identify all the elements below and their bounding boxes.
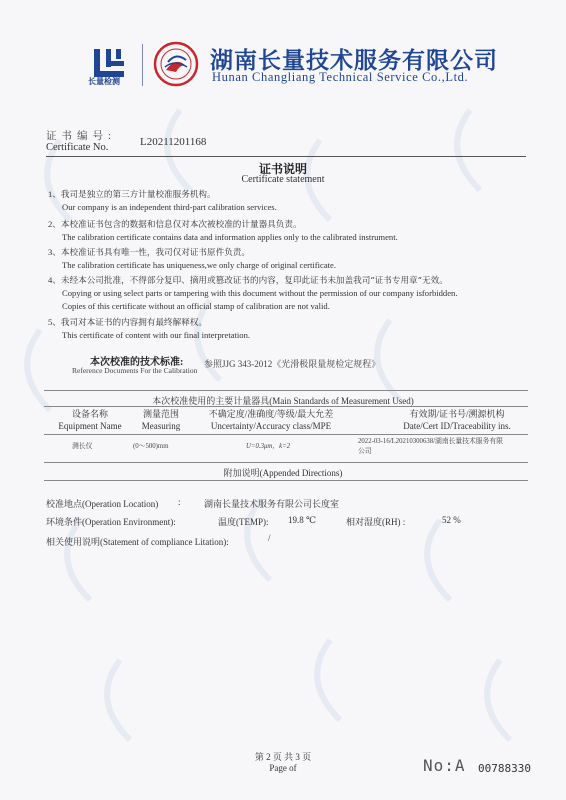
certificate-label-en: Certificate No. (46, 142, 109, 153)
column-header-traceability (382, 409, 532, 432)
appended-title: 附加说明(Appended Directions) (223, 468, 343, 478)
item-text-cn: 本校准证书具有唯一性，我司仅对证书原件负责。 (60, 248, 250, 258)
compliance-value: / (268, 533, 271, 543)
humidity-label: 相对湿度(RH) : (346, 517, 406, 527)
compliance-label: 相关使用说明(Statement of compliance Litation): (46, 537, 229, 547)
item-number: 5、 (48, 317, 61, 327)
statement-item-3 (48, 246, 336, 272)
item-text-en: Copies of this certificate without an official stamp of calibration are not valid. (62, 300, 330, 311)
header-cn: 不确定度/准确度/等级/最大允差 (208, 409, 334, 419)
item-text-cn: 我司是独立的第三方计量校准服务机构。 (60, 190, 216, 200)
appended-line (44, 480, 528, 481)
serial-label: No:A (423, 756, 466, 775)
item-number: 4、 (48, 275, 61, 285)
item-number: 3、 (48, 247, 61, 257)
table-bottom-line (44, 462, 528, 463)
item-text-en: This certificate of content with our final interpretation. (62, 330, 251, 341)
location-colon: : (178, 497, 181, 507)
reference-label-cn: 本次校准的技术标准: (90, 357, 184, 368)
table-cell-cert (358, 437, 503, 457)
item-text-en: The calibration certificate has uniqueness,we only charge of original certificate. (62, 260, 337, 271)
table-row-line (44, 434, 528, 435)
item-text-cn: 未经本公司批准，不得部分复印、摘用或篡改证书的内容，复印此证书未加盖我司“证书专用章”无效。 (60, 276, 448, 286)
item-text-en: Our company is an independent third-part calibration services. (62, 202, 277, 213)
item-text-cn: 我司对本证书的内容拥有最终解释权。 (60, 318, 208, 328)
reference-label-en: Reference Documents For the Calibration (72, 366, 198, 375)
item-number: 2、 (48, 219, 61, 229)
item-number: 1、 (48, 189, 61, 199)
table-cell-range: (0～500)mm (133, 443, 169, 450)
page-number-en: Page of (269, 763, 297, 773)
item-text-cn: 本校准证书包含的数据和信息仅对本次被校准的计量器具负责。 (60, 220, 302, 230)
logo-text: 长量检测 (88, 77, 120, 86)
statement-title-cn: 证书说明 (258, 162, 307, 176)
company-seal-icon (152, 40, 200, 88)
header-cn: 设备名称 (71, 409, 108, 419)
table-top-line (44, 390, 528, 391)
table-cell-name: 测长仪 (72, 443, 93, 450)
page-number-cn: 第 2 页 共 3 页 (254, 752, 312, 762)
header-divider (142, 44, 143, 86)
company-name-en: Hunan Changliang Technical Service Co.,Ltd. (212, 70, 469, 84)
cert-line: 公司 (358, 448, 372, 455)
standards-title: 本次校准使用的主要计量器具(Main Standards of Measurement Used) (152, 396, 414, 406)
location-label: 校准地点(Operation Location) (46, 499, 159, 509)
certificate-number: L20211201168 (140, 136, 207, 148)
header-en: Uncertainty/Accuracy class/MPE (210, 420, 332, 431)
statement-item-4 (48, 274, 458, 312)
statement-title-en: Certificate statement (241, 174, 325, 185)
item-text-en: The calibration certificate contains data and information applies only to the calibrated instrument. (62, 232, 398, 243)
reference-value: 参照JJG 343-2012《光滑极限量规检定规程》 (204, 359, 381, 369)
item-text-en: Copying or using select parts or tampering with this document without the permission of our company isforbidden. (62, 288, 458, 299)
cert-line: 2022-03-16/L2021030063​8/湖南长量技术服务有限 (358, 438, 503, 445)
statement-item-2 (48, 218, 398, 244)
header-en: Measuring (141, 420, 181, 431)
table-header-line (44, 406, 528, 407)
location-value: 湖南长量技术服务有限公司长度室 (204, 499, 340, 509)
column-header-uncertainty (196, 409, 346, 432)
table-cell-uncertainty: U=0.3μm，k=2 (246, 443, 291, 450)
statement-item-5 (48, 316, 250, 342)
environment-label: 环境条件(Operation Environment): (46, 517, 176, 527)
humidity-value: 52 % (442, 515, 461, 525)
company-name-cn: 湖南长量技术服务有限公司 (210, 47, 498, 74)
header-en: Date/Cert ID/Traceability ins. (403, 420, 511, 431)
header-cn: 有效期/证书号/溯源机构 (409, 409, 505, 419)
header-cn: 测量范围 (142, 409, 179, 419)
statement-item-1 (48, 188, 277, 214)
column-header-equipment (50, 409, 130, 432)
serial-number: 00788330 (478, 762, 531, 775)
column-header-measuring (126, 409, 196, 432)
temperature-value: 19.8 ℃ (288, 515, 317, 525)
header-en: Equipment Name (58, 420, 122, 431)
temperature-label: 温度(TEMP): (218, 517, 269, 527)
certificate-label-cn: 证书编号: (46, 131, 116, 142)
certificate-divider (46, 156, 526, 157)
